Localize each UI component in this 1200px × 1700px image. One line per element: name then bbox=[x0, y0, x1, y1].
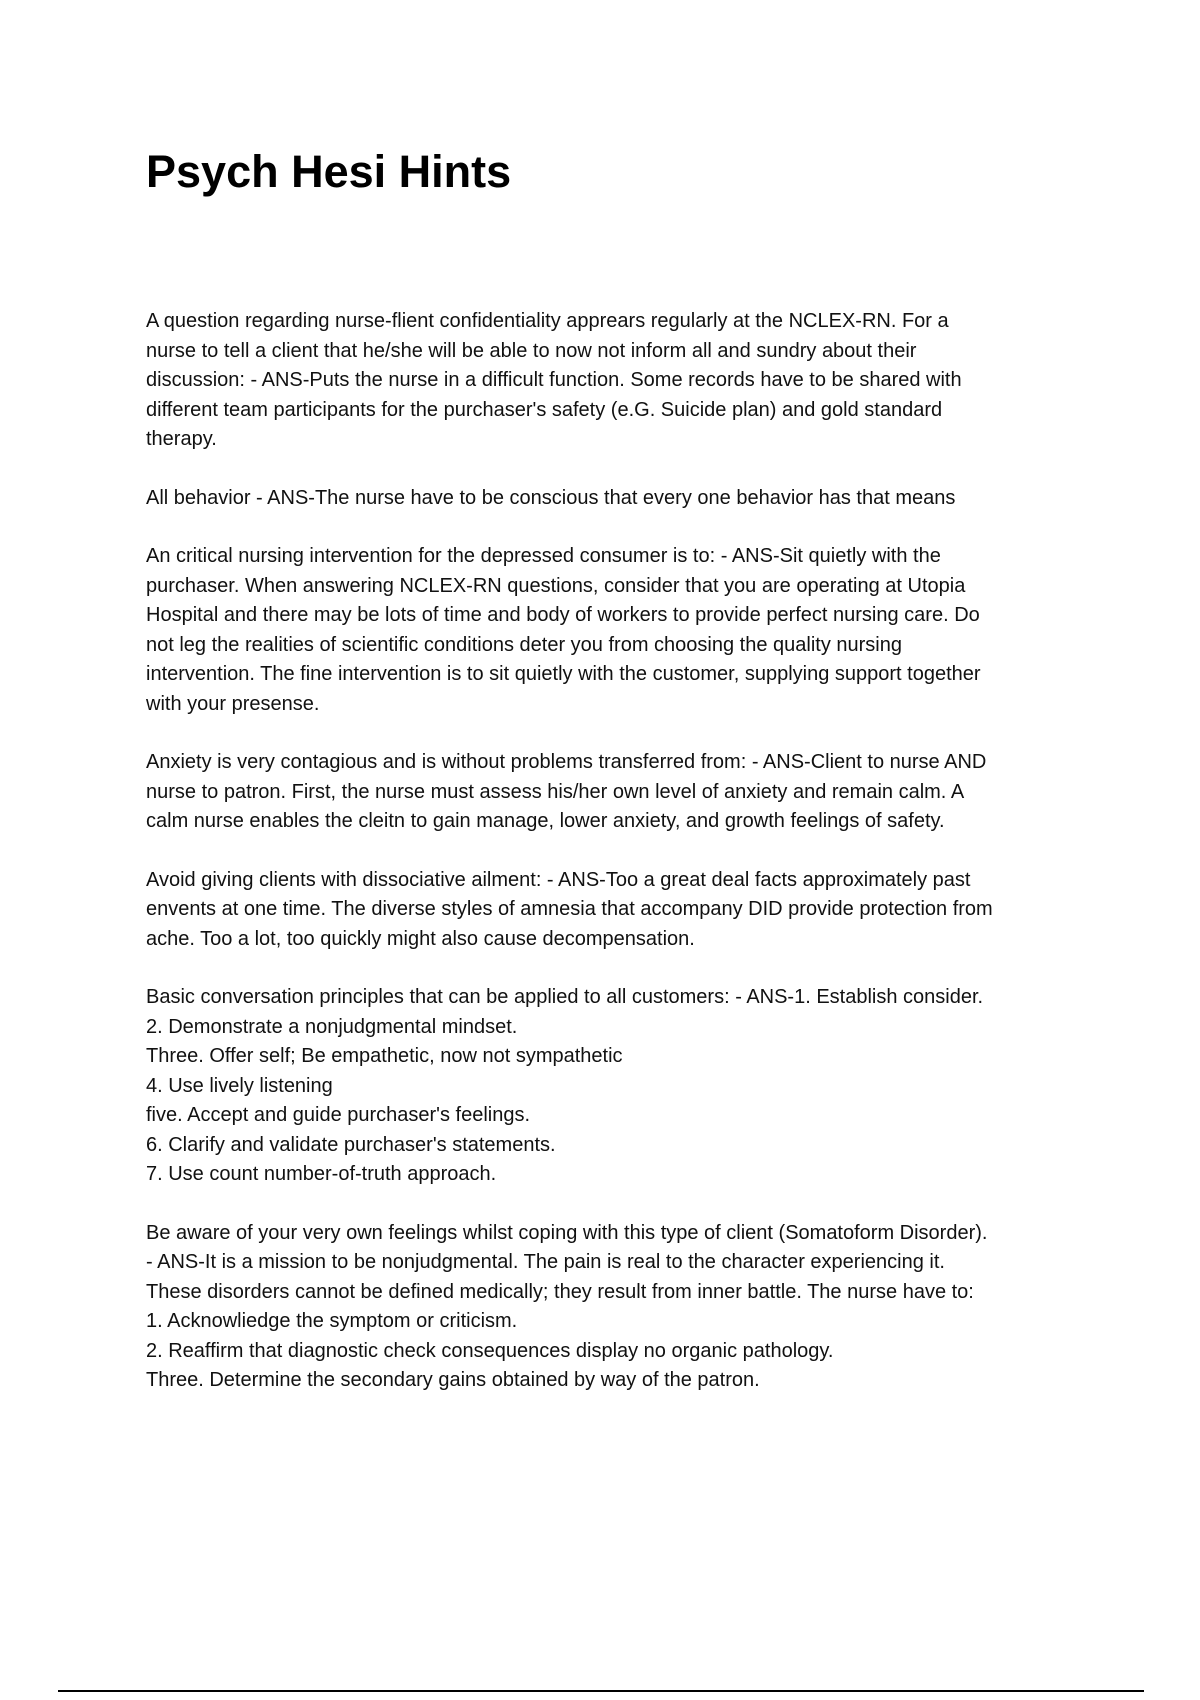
text-line: Be aware of your very own feelings whilst coping with this type of client (Somatoform Disorder). bbox=[146, 1221, 988, 1244]
text-line: - ANS-It is a mission to be nonjudgmental. The pain is real to the character experiencing it. bbox=[146, 1251, 945, 1273]
text-line: intervention. The fine intervention is to sit quietly with the customer, supplying support together bbox=[146, 663, 981, 685]
text-line: ache. Too a lot, too quickly might also cause decompensation. bbox=[146, 927, 695, 950]
list-item: 1. Acknowliedge the symptom or criticism. bbox=[146, 1310, 518, 1332]
list-item: 2. Reaffirm that diagnostic check consequences display no organic pathology. bbox=[146, 1339, 834, 1362]
text-line: different team participants for the purchaser's safety (e.G. Suicide plan) and gold standard bbox=[146, 398, 943, 421]
text-line: Basic conversation principles that can be applied to all customers: - ANS-1. Establish consider. bbox=[146, 986, 984, 1008]
document-title: Psych Hesi Hints bbox=[146, 146, 512, 197]
text-line: purchaser. When answering NCLEX-RN questions, consider that you are operating at Utopia bbox=[146, 574, 966, 597]
text-line: A question regarding nurse-flient confidentiality apprears regularly at the NCLEX-RN. For a bbox=[146, 310, 949, 332]
list-item: Three. Determine the secondary gains obtained by way of the patron. bbox=[146, 1369, 760, 1391]
text-line: discussion: - ANS-Puts the nurse in a difficult function. Some records have to be shared with bbox=[146, 369, 962, 391]
paragraph-anxiety bbox=[146, 748, 1096, 837]
text-line: therapy. bbox=[146, 428, 217, 450]
text-line: Avoid giving clients with dissociative ailment: - ANS-Too a great deal facts approximately past bbox=[146, 868, 971, 891]
text-line: with your presense. bbox=[146, 692, 320, 715]
text-line: An critical nursing intervention for the depressed consumer is to: - ANS-Sit quietly with the bbox=[146, 545, 941, 567]
text-line: nurse to tell a client that he/she will be able to now not inform all and sundry about their bbox=[146, 339, 917, 362]
list-item: five. Accept and guide purchaser's feelings. bbox=[146, 1104, 531, 1126]
text-line: Anxiety is very contagious and is without problems transferred from: - ANS-Client to nurse AND bbox=[146, 751, 987, 773]
list-item: 7. Use count number-of-truth approach. bbox=[146, 1163, 497, 1185]
list-item: 2. Demonstrate a nonjudgmental mindset. bbox=[146, 1015, 518, 1038]
footer-divider bbox=[58, 1690, 1144, 1692]
paragraph-communication-principles bbox=[146, 983, 1096, 1190]
paragraph-depressed-intervention bbox=[146, 542, 1096, 719]
text-line: envents at one time. The diverse styles of amnesia that accompany DID provide protection from bbox=[146, 898, 993, 920]
text-line: calm nurse enables the cleitn to gain manage, lower anxiety, and growth feelings of safety. bbox=[146, 810, 945, 832]
list-item: 6. Clarify and validate purchaser's statements. bbox=[146, 1133, 556, 1156]
text-line: not leg the realities of scientific conditions deter you from choosing the quality nursing bbox=[146, 633, 902, 656]
text-line: nurse to patron. First, the nurse must assess his/her own level of anxiety and remain calm. A bbox=[146, 780, 965, 803]
document-body bbox=[146, 307, 1096, 1425]
paragraph-all-behavior bbox=[146, 484, 1096, 514]
list-item: 4. Use lively listening bbox=[146, 1074, 333, 1097]
text-line: All behavior - ANS-The nurse have to be conscious that every one behavior has that means bbox=[146, 486, 956, 509]
paragraph-somatoform bbox=[146, 1219, 1096, 1396]
paragraph-dissociative bbox=[146, 866, 1096, 955]
text-line: These disorders cannot be defined medically; they result from inner battle. The nurse have to: bbox=[146, 1280, 974, 1303]
paragraph-confidentiality bbox=[146, 307, 1096, 455]
text-line: Hospital and there may be lots of time and body of workers to provide perfect nursing care. Do bbox=[146, 604, 980, 626]
list-item: Three. Offer self; Be empathetic, now not sympathetic bbox=[146, 1045, 623, 1067]
